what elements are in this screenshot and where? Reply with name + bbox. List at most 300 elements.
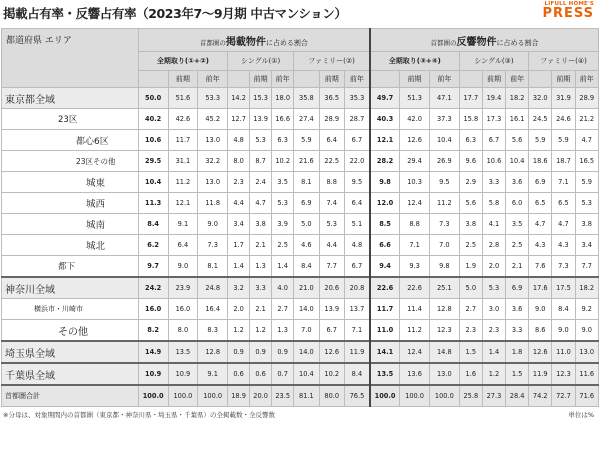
table-cell: 4.7 (250, 193, 272, 214)
table-cell: 8.4 (552, 299, 575, 320)
table-cell: 4.1 (482, 214, 505, 235)
period-header-prev: 前期 (482, 71, 505, 88)
table-cell: 7.6 (529, 256, 552, 278)
period-header-cur (459, 71, 482, 88)
table-cell: 32.0 (529, 88, 552, 109)
table-cell: 80.0 (319, 385, 344, 407)
table-cell: 1.3 (272, 320, 294, 342)
table-cell: 16.1 (506, 109, 529, 130)
table-cell: 81.1 (294, 385, 319, 407)
table-cell: 5.6 (506, 130, 529, 151)
table-cell: 7.3 (552, 256, 575, 278)
table-cell: 2.1 (250, 299, 272, 320)
table-cell: 2.1 (250, 235, 272, 256)
table-cell: 13.0 (198, 130, 228, 151)
listing-family-header: ファミリー(②) (294, 52, 370, 71)
table-cell: 9.0 (552, 320, 575, 342)
table-cell: 4.3 (552, 235, 575, 256)
table-cell: 4.8 (228, 130, 250, 151)
table-cell: 23.5 (272, 385, 294, 407)
table-cell: 11.0 (370, 320, 400, 342)
table-cell: 19.4 (482, 88, 505, 109)
table-cell: 2.7 (272, 299, 294, 320)
table-row (2, 385, 599, 407)
table-cell: 11.2 (429, 193, 459, 214)
table-cell: 5.3 (482, 277, 505, 299)
table-cell: 11.4 (400, 299, 430, 320)
table-cell: 3.9 (272, 214, 294, 235)
table-cell: 6.3 (459, 130, 482, 151)
table-cell: 8.4 (138, 214, 168, 235)
table-cell: 8.8 (319, 172, 344, 193)
table-cell: 5.1 (344, 214, 370, 235)
table-cell: 51.6 (168, 88, 198, 109)
table-cell: 24.5 (529, 109, 552, 130)
table-cell: 9.0 (575, 320, 599, 342)
table-cell: 29.4 (400, 151, 430, 172)
table-cell: 1.4 (272, 256, 294, 278)
row-label: 城西 (2, 193, 139, 214)
table-cell: 1.4 (482, 341, 505, 363)
table-cell: 10.6 (138, 130, 168, 151)
table-cell: 8.4 (344, 363, 370, 385)
table-cell: 12.4 (400, 193, 430, 214)
table-cell: 1.2 (250, 320, 272, 342)
table-cell: 3.0 (482, 299, 505, 320)
row-label: 城東 (2, 172, 139, 193)
table-cell: 17.3 (482, 109, 505, 130)
table-cell: 2.0 (482, 256, 505, 278)
table-cell: 15.3 (250, 88, 272, 109)
table-row (2, 151, 599, 172)
table-cell: 53.3 (198, 88, 228, 109)
period-header-cur (138, 71, 168, 88)
table-cell: 28.2 (370, 151, 400, 172)
period-header-cur (294, 71, 319, 88)
table-cell: 12.6 (529, 341, 552, 363)
table-cell: 6.4 (319, 130, 344, 151)
table-cell: 11.2 (400, 320, 430, 342)
period-header-cur (529, 71, 552, 88)
table-cell: 17.7 (459, 88, 482, 109)
table-cell: 14.8 (429, 341, 459, 363)
table-row (2, 214, 599, 235)
table-cell: 21.2 (575, 109, 599, 130)
table-cell: 28.7 (344, 109, 370, 130)
table-cell: 27.3 (482, 385, 505, 407)
table-cell: 5.9 (552, 130, 575, 151)
row-header: 都道府県 エリア (2, 29, 139, 88)
row-label: 横浜市・川崎市 (2, 299, 139, 320)
table-cell: 0.9 (228, 341, 250, 363)
table-cell: 1.7 (228, 235, 250, 256)
table-cell: 0.7 (272, 363, 294, 385)
table-cell: 8.0 (168, 320, 198, 342)
table-cell: 3.4 (575, 235, 599, 256)
table-cell: 3.6 (506, 172, 529, 193)
table-cell: 1.4 (228, 256, 250, 278)
table-cell: 5.6 (459, 193, 482, 214)
table-cell: 24.8 (198, 277, 228, 299)
table-cell: 100.0 (400, 385, 430, 407)
table-cell: 4.0 (272, 277, 294, 299)
table-cell: 12.4 (400, 341, 430, 363)
table-cell: 100.0 (370, 385, 400, 407)
table-cell: 6.0 (506, 193, 529, 214)
listing-single-header: シングル(①) (228, 52, 294, 71)
table-cell: 3.5 (506, 214, 529, 235)
table-cell: 20.8 (344, 277, 370, 299)
table-cell: 22.6 (400, 277, 430, 299)
table-cell: 9.5 (429, 172, 459, 193)
table-cell: 12.1 (370, 130, 400, 151)
table-cell: 10.6 (482, 151, 505, 172)
table-cell: 0.6 (250, 363, 272, 385)
table-cell: 8.4 (294, 256, 319, 278)
table-cell: 14.0 (294, 299, 319, 320)
table-cell: 42.0 (400, 109, 430, 130)
response-group-header: 首都圏の反響物件に占める割合 (370, 29, 599, 52)
table-cell: 4.4 (228, 193, 250, 214)
unit-note: 単位は% (568, 411, 594, 419)
row-label: 埼玉県全域 (2, 341, 139, 363)
table-cell: 5.9 (294, 130, 319, 151)
table-cell: 3.5 (272, 172, 294, 193)
table-cell: 7.1 (552, 172, 575, 193)
row-label: 都心6区 (2, 130, 139, 151)
period-header-cur (228, 71, 250, 88)
table-cell: 1.3 (250, 256, 272, 278)
table-cell: 50.0 (138, 88, 168, 109)
table-cell: 71.6 (575, 385, 599, 407)
table-cell: 8.7 (250, 151, 272, 172)
table-cell: 9.6 (459, 151, 482, 172)
row-label: その他 (2, 320, 139, 342)
table-cell: 5.3 (250, 130, 272, 151)
table-cell: 6.9 (529, 172, 552, 193)
table-cell: 14.2 (228, 88, 250, 109)
table-cell: 2.4 (250, 172, 272, 193)
table-cell: 9.0 (529, 299, 552, 320)
table-row (2, 277, 599, 299)
table-body (2, 88, 599, 407)
table-cell: 2.5 (272, 235, 294, 256)
table-cell: 2.8 (482, 235, 505, 256)
table-cell: 8.0 (228, 151, 250, 172)
table-cell: 6.4 (344, 193, 370, 214)
table-cell: 6.9 (506, 277, 529, 299)
table-cell: 6.4 (168, 235, 198, 256)
response-total-header: 全期取り(③+④) (370, 52, 459, 71)
table-cell: 9.4 (370, 256, 400, 278)
table-cell: 22.0 (344, 151, 370, 172)
table-cell: 12.1 (168, 193, 198, 214)
table-cell: 3.3 (506, 320, 529, 342)
table-cell: 22.5 (319, 151, 344, 172)
period-header-year: 前年 (272, 71, 294, 88)
table-cell: 7.0 (294, 320, 319, 342)
period-header-year: 前年 (429, 71, 459, 88)
table-cell: 9.1 (198, 363, 228, 385)
table-cell: 40.3 (370, 109, 400, 130)
table-cell: 9.8 (429, 256, 459, 278)
table-cell: 6.3 (272, 130, 294, 151)
table-cell: 14.1 (370, 341, 400, 363)
table-cell: 18.2 (506, 88, 529, 109)
table-cell: 74.2 (529, 385, 552, 407)
table-cell: 11.7 (370, 299, 400, 320)
table-cell: 10.9 (168, 363, 198, 385)
table-cell: 10.2 (272, 151, 294, 172)
table-cell: 7.3 (198, 235, 228, 256)
table-cell: 6.6 (370, 235, 400, 256)
row-label: 23区 (2, 109, 139, 130)
table-cell: 1.5 (459, 341, 482, 363)
table-row (2, 172, 599, 193)
table-cell: 100.0 (429, 385, 459, 407)
table-row (2, 88, 599, 109)
table-cell: 4.8 (344, 235, 370, 256)
table-cell: 37.3 (429, 109, 459, 130)
table-cell: 7.7 (319, 256, 344, 278)
table-row (2, 363, 599, 385)
period-header-prev: 前期 (400, 71, 430, 88)
table-cell: 8.8 (400, 214, 430, 235)
period-header-prev: 前期 (552, 71, 575, 88)
table-cell: 8.3 (198, 320, 228, 342)
table-cell: 28.9 (575, 88, 599, 109)
table-cell: 13.0 (198, 172, 228, 193)
table-cell: 7.7 (575, 256, 599, 278)
table-cell: 5.8 (482, 193, 505, 214)
table-cell: 11.9 (344, 341, 370, 363)
listing-group-header: 首都圏の掲載物件に占める割合 (138, 29, 370, 52)
table-cell: 9.0 (168, 256, 198, 278)
table-cell: 9.2 (575, 299, 599, 320)
table-cell: 11.3 (138, 193, 168, 214)
table-cell: 1.2 (482, 363, 505, 385)
period-header-year: 前年 (344, 71, 370, 88)
table-cell: 26.9 (429, 151, 459, 172)
table-cell: 20.0 (250, 385, 272, 407)
table-cell: 24.2 (138, 277, 168, 299)
table-cell: 10.4 (506, 151, 529, 172)
table-cell: 13.7 (344, 299, 370, 320)
table-cell: 31.1 (168, 151, 198, 172)
table-cell: 10.2 (319, 363, 344, 385)
table-cell: 29.5 (138, 151, 168, 172)
table-cell: 13.9 (319, 299, 344, 320)
table-cell: 2.3 (482, 320, 505, 342)
table-cell: 6.9 (294, 193, 319, 214)
table-cell: 12.3 (552, 363, 575, 385)
table-cell: 5.0 (459, 277, 482, 299)
table-cell: 72.7 (552, 385, 575, 407)
table-cell: 6.7 (344, 256, 370, 278)
table-cell: 1.9 (459, 256, 482, 278)
table-row (2, 256, 599, 278)
page-title: 掲載占有率・反響占有率（2023年7〜9月期 中古マンション） (3, 6, 347, 21)
table-cell: 7.3 (429, 214, 459, 235)
table-row (2, 109, 599, 130)
table-cell: 6.7 (319, 320, 344, 342)
period-header-year: 前年 (575, 71, 599, 88)
row-label: 千葉県全域 (2, 363, 139, 385)
table-cell: 4.3 (529, 235, 552, 256)
table-cell: 12.6 (319, 341, 344, 363)
table-cell: 4.7 (529, 214, 552, 235)
table-cell: 31.9 (552, 88, 575, 109)
table-cell: 45.2 (198, 109, 228, 130)
table-cell: 2.3 (459, 320, 482, 342)
table-cell: 40.2 (138, 109, 168, 130)
table-cell: 28.9 (319, 109, 344, 130)
table-cell: 3.3 (250, 277, 272, 299)
table-cell: 8.2 (138, 320, 168, 342)
share-table (1, 28, 599, 407)
table-cell: 14.0 (294, 341, 319, 363)
table-cell: 14.9 (138, 341, 168, 363)
table-cell: 24.6 (552, 109, 575, 130)
table-cell: 13.6 (400, 363, 430, 385)
table-cell: 35.3 (344, 88, 370, 109)
table-cell: 10.4 (138, 172, 168, 193)
table-cell: 9.5 (344, 172, 370, 193)
table-cell: 13.5 (168, 341, 198, 363)
response-single-header: シングル(③) (459, 52, 528, 71)
table-cell: 1.5 (506, 363, 529, 385)
table-cell: 10.4 (429, 130, 459, 151)
row-label: 城北 (2, 235, 139, 256)
table-cell: 1.8 (506, 341, 529, 363)
table-cell: 13.9 (250, 109, 272, 130)
table-cell: 9.8 (370, 172, 400, 193)
table-cell: 5.3 (319, 214, 344, 235)
row-label: 首都圏合計 (2, 385, 139, 407)
table-cell: 9.0 (198, 214, 228, 235)
row-label: 神奈川全域 (2, 277, 139, 299)
table-cell: 11.2 (168, 172, 198, 193)
table-cell: 2.5 (459, 235, 482, 256)
table-cell: 1.2 (228, 320, 250, 342)
table-cell: 8.6 (529, 320, 552, 342)
table-cell: 0.9 (272, 341, 294, 363)
table-cell: 2.1 (506, 256, 529, 278)
table-cell: 9.7 (138, 256, 168, 278)
table-cell: 3.8 (250, 214, 272, 235)
listing-total-header: 全期取り(①+②) (138, 52, 227, 71)
table-cell: 8.1 (294, 172, 319, 193)
table-cell: 11.0 (552, 341, 575, 363)
brand-logo (542, 1, 594, 20)
table-cell: 1.6 (459, 363, 482, 385)
table-cell: 6.7 (344, 130, 370, 151)
period-header-prev: 前期 (168, 71, 198, 88)
table-cell: 9.3 (400, 256, 430, 278)
table-cell: 21.0 (294, 277, 319, 299)
period-header-prev: 前期 (319, 71, 344, 88)
period-header-year: 前年 (506, 71, 529, 88)
table-cell: 15.8 (459, 109, 482, 130)
table-cell: 3.4 (228, 214, 250, 235)
table-cell: 6.7 (482, 130, 505, 151)
table-cell: 5.9 (575, 172, 599, 193)
table-cell: 21.6 (294, 151, 319, 172)
table-cell: 6.5 (529, 193, 552, 214)
brand-sub: LIFULL HOME'S (544, 1, 594, 7)
table-row (2, 320, 599, 342)
table-cell: 11.8 (198, 193, 228, 214)
table-cell: 100.0 (138, 385, 168, 407)
table-cell: 18.0 (272, 88, 294, 109)
table-cell: 16.5 (575, 151, 599, 172)
table-cell: 13.5 (370, 363, 400, 385)
table-cell: 10.9 (138, 363, 168, 385)
table-cell: 7.1 (344, 320, 370, 342)
row-label: 東京都全域 (2, 88, 139, 109)
row-label: 城南 (2, 214, 139, 235)
table-cell: 47.1 (429, 88, 459, 109)
table-cell: 12.3 (429, 320, 459, 342)
table-cell: 4.6 (294, 235, 319, 256)
table-cell: 2.0 (228, 299, 250, 320)
table-cell: 11.7 (168, 130, 198, 151)
table-cell: 16.4 (198, 299, 228, 320)
table-cell: 3.3 (482, 172, 505, 193)
table-cell: 20.6 (319, 277, 344, 299)
table-row (2, 235, 599, 256)
table-cell: 4.4 (319, 235, 344, 256)
table-cell: 7.0 (429, 235, 459, 256)
table-cell: 3.6 (506, 299, 529, 320)
table-cell: 8.1 (198, 256, 228, 278)
table-cell: 8.5 (370, 214, 400, 235)
table-cell: 22.6 (370, 277, 400, 299)
table-cell: 5.0 (294, 214, 319, 235)
table-cell: 36.5 (319, 88, 344, 109)
table-cell: 51.3 (400, 88, 430, 109)
table-row (2, 299, 599, 320)
row-label: 23区その他 (2, 151, 139, 172)
table-cell: 32.2 (198, 151, 228, 172)
table-cell: 16.0 (138, 299, 168, 320)
table-cell: 42.6 (168, 109, 198, 130)
table-cell: 2.7 (459, 299, 482, 320)
table-cell: 0.6 (228, 363, 250, 385)
footnote: ※分母は、対象期間内の首都圏（東京都・神奈川県・埼玉県・千葉県）の全掲載数・全反響数 (3, 411, 275, 419)
brand-main: PRESS (542, 6, 594, 21)
table-cell: 49.7 (370, 88, 400, 109)
table-cell: 100.0 (198, 385, 228, 407)
table-cell: 4.7 (575, 130, 599, 151)
table-cell: 17.5 (552, 277, 575, 299)
table-cell: 12.7 (228, 109, 250, 130)
table-cell: 18.6 (529, 151, 552, 172)
table-cell: 0.9 (250, 341, 272, 363)
table-cell: 7.4 (319, 193, 344, 214)
table-cell: 25.1 (429, 277, 459, 299)
table-cell: 2.3 (228, 172, 250, 193)
table-cell: 12.8 (198, 341, 228, 363)
table-cell: 12.8 (429, 299, 459, 320)
table-row (2, 341, 599, 363)
table-cell: 76.5 (344, 385, 370, 407)
table-cell: 3.2 (228, 277, 250, 299)
table-cell: 13.0 (429, 363, 459, 385)
table-cell: 2.5 (506, 235, 529, 256)
table-cell: 16.0 (168, 299, 198, 320)
table-cell: 10.3 (400, 172, 430, 193)
